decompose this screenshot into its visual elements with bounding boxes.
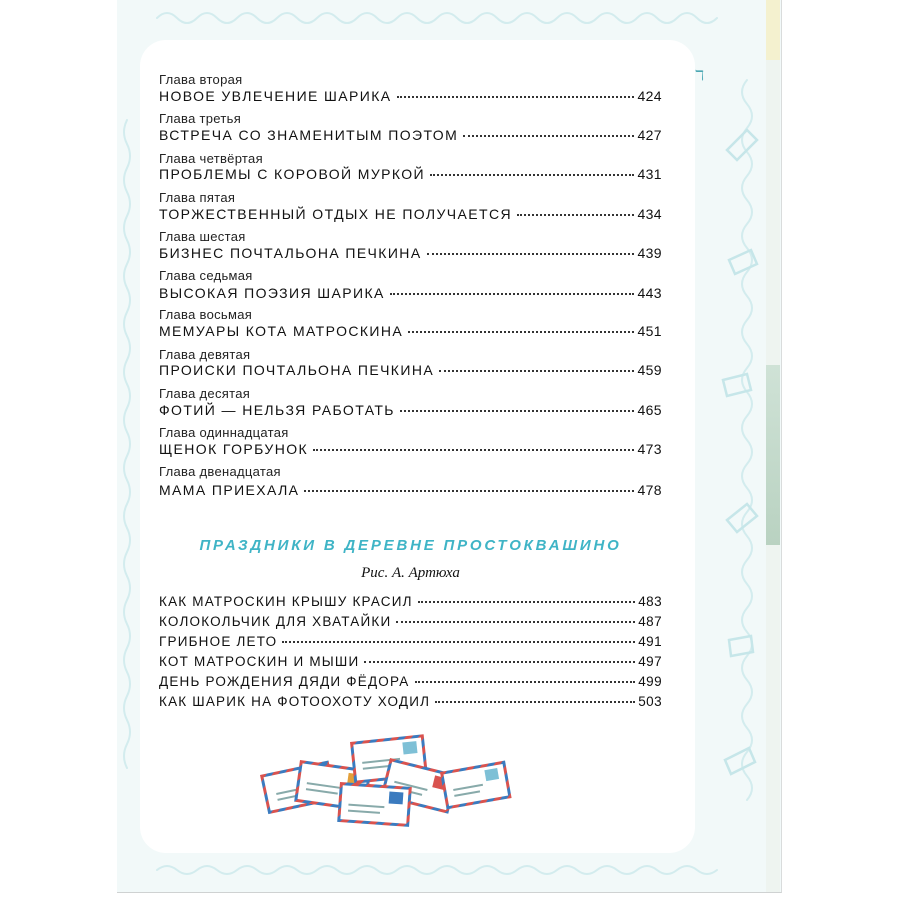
toc-entry-title: КАК ШАРИК НА ФОТООХОТУ ХОДИЛ [159,694,431,709]
leader-dots [390,293,635,295]
leader-dots [313,449,634,451]
toc-entry[interactable] [159,634,662,649]
envelopes-illustration [240,730,530,830]
toc-entry-page: 503 [638,694,662,709]
toc-entry[interactable] [159,285,662,301]
toc-entry-title: БИЗНЕС ПОЧТАЛЬОНА ПЕЧКИНА [159,245,422,261]
toc-entry-page: 491 [638,634,662,649]
toc-entry-title: НОВОЕ УВЛЕЧЕНИЕ ШАРИКА [159,88,392,104]
toc-entry[interactable] [159,402,662,418]
toc-entry-page: 465 [637,402,662,418]
toc-entry-title: КОЛОКОЛЬЧИК ДЛЯ ХВАТАЙКИ [159,614,392,629]
envelope [337,782,412,827]
toc-entry-page: 497 [638,654,662,669]
chapter-label: Глава одиннадцатая [159,425,289,440]
toc-entry-page: 427 [637,127,662,143]
chapter-label: Глава десятая [159,386,251,401]
envelope [440,761,512,810]
toc-entry-page: 443 [637,285,662,301]
toc-entry[interactable] [159,674,662,689]
toc-entry-page: 451 [637,323,662,339]
leader-dots [397,96,635,98]
leader-dots [304,490,634,492]
toc-entry[interactable] [159,127,662,143]
leader-dots [430,174,634,176]
leader-dots [400,410,635,412]
chapter-label: Глава девятая [159,347,251,362]
toc-entry-title: ЩЕНОК ГОРБУНОК [159,441,309,457]
leader-dots [427,253,635,255]
chapter-label: Глава третья [159,111,242,126]
leader-dots [439,370,634,372]
toc-entry-page: 499 [638,674,662,689]
leader-dots [418,601,636,603]
edge-tint-green [766,365,780,545]
illustrator-credit: Рис. А. Артюха [361,565,460,581]
toc-entry-page: 424 [637,88,662,104]
leader-dots [435,701,635,703]
toc-entry-page: 483 [638,594,662,609]
corner-mark: ℸ [695,68,705,84]
edge-tint-yellow [766,0,780,60]
toc-entry[interactable] [159,206,662,222]
toc-entry-title: ГРИБНОЕ ЛЕТО [159,634,278,649]
toc-entry[interactable] [159,654,662,669]
toc-entry-page: 473 [637,441,662,457]
toc-entry[interactable] [159,362,662,378]
toc-entry[interactable] [159,594,662,609]
section-title: ПРАЗДНИКИ В ДЕРЕВНЕ ПРОСТОКВАШИНО [199,537,622,554]
toc-entry-page: 431 [637,166,662,182]
toc-entry[interactable] [159,166,662,182]
chapter-label: Глава шестая [159,229,246,244]
toc-entry-page: 487 [638,614,662,629]
toc-entry-title: МАМА ПРИЕХАЛА [159,482,300,498]
toc-entry[interactable] [159,694,662,709]
toc-entry-title: МЕМУАРЫ КОТА МАТРОСКИНА [159,323,404,339]
toc-entry-page: 439 [637,245,662,261]
chapter-label: Глава восьмая [159,307,253,322]
leader-dots [408,331,634,333]
toc-entry-page: 434 [637,206,662,222]
leader-dots [364,661,635,663]
toc-entry[interactable] [159,482,662,498]
toc-entry-title: ФОТИЙ — НЕЛЬЗЯ РАБОТАТЬ [159,402,395,418]
toc-entry-title: ПРОБЛЕМЫ С КОРОВОЙ МУРКОЙ [159,166,426,182]
leader-dots [463,135,634,137]
leader-dots [517,214,634,216]
toc-entry[interactable] [159,614,662,629]
toc-entry-title: ПРОИСКИ ПОЧТАЛЬОНА ПЕЧКИНА [159,362,435,378]
adjacent-page-edge [766,0,780,892]
toc-entry-page: 478 [637,482,662,498]
toc-entry-title: ТОРЖЕСТВЕННЫЙ ОТДЫХ НЕ ПОЛУЧАЕТСЯ [159,206,512,222]
leader-dots [282,641,635,643]
toc-entry[interactable] [159,245,662,261]
leader-dots [415,681,636,683]
chapter-label: Глава пятая [159,190,236,205]
toc-entry-page: 459 [637,362,662,378]
chapter-label: Глава двенадцатая [159,464,281,479]
chapter-label: Глава четвёртая [159,151,263,166]
toc-entry[interactable] [159,323,662,339]
toc-entry-title: КОТ МАТРОСКИН И МЫШИ [159,654,360,669]
chapter-label: Глава седьмая [159,268,253,283]
toc-entry-title: КАК МАТРОСКИН КРЫШУ КРАСИЛ [159,594,413,609]
toc-entry[interactable] [159,441,662,457]
toc-entry-title: ВСТРЕЧА СО ЗНАМЕНИТЫМ ПОЭТОМ [159,127,459,143]
chapter-label: Глава вторая [159,72,243,87]
toc-entry-title: ДЕНЬ РОЖДЕНИЯ ДЯДИ ФЁДОРА [159,674,410,689]
leader-dots [396,621,635,623]
toc-entry-title: ВЫСОКАЯ ПОЭЗИЯ ШАРИКА [159,285,385,301]
toc-entry[interactable] [159,88,662,104]
